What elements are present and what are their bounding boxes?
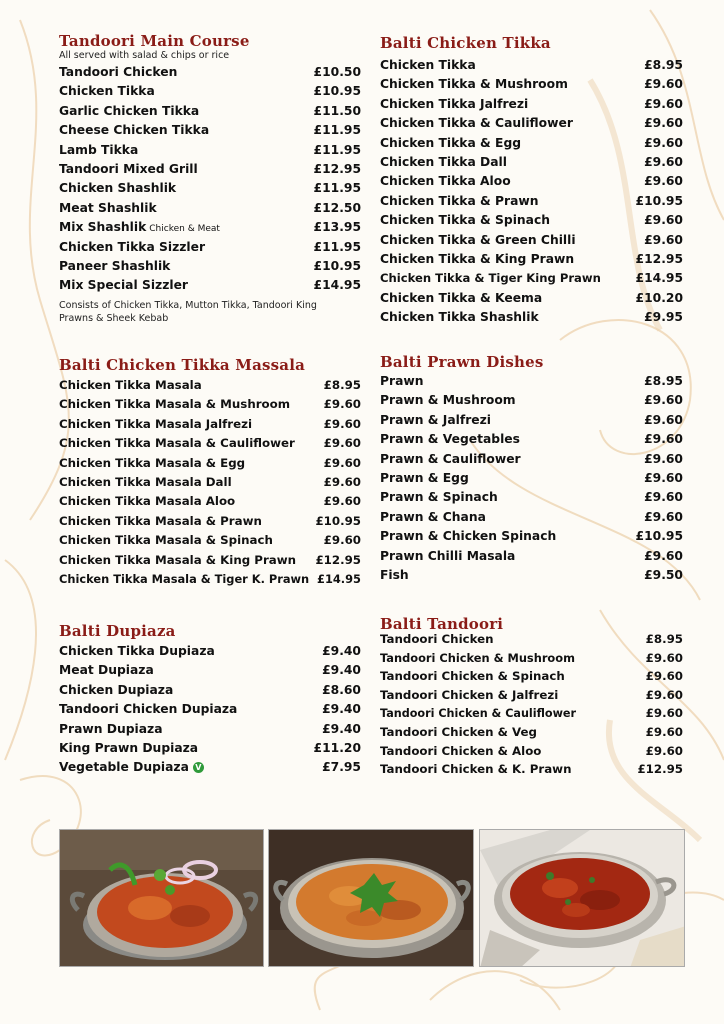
menu-item bbox=[59, 663, 361, 682]
item-name: Chicken Tikka Masala & King Prawn bbox=[59, 552, 297, 567]
item-name: Prawn & Egg bbox=[380, 470, 469, 485]
item-price: £12.95 bbox=[637, 762, 683, 777]
item-name: Chicken Tikka & Mushroom bbox=[380, 77, 568, 92]
item-price: £9.60 bbox=[645, 669, 683, 684]
menu-item bbox=[59, 514, 361, 533]
item-name: Chicken Tikka & Egg bbox=[380, 135, 522, 150]
section-title: Balti Dupiaza bbox=[59, 622, 176, 640]
item-name: Prawn Chilli Masala bbox=[380, 548, 516, 563]
menu-item bbox=[380, 252, 683, 271]
item-name: Tandoori Chicken bbox=[59, 65, 178, 79]
menu-item bbox=[380, 97, 683, 116]
item-name: Chicken Tikka Masala & Prawn bbox=[59, 513, 262, 528]
item-name: Prawn & Vegetables bbox=[380, 432, 520, 447]
item-price: £9.60 bbox=[644, 432, 683, 447]
item-name: Chicken Tikka bbox=[59, 84, 155, 99]
menu-item bbox=[380, 116, 683, 135]
item-price: £10.95 bbox=[313, 84, 361, 99]
item-price: £9.60 bbox=[644, 116, 683, 131]
item-name: Mix Shashlik bbox=[59, 220, 147, 235]
item-price: £9.40 bbox=[322, 702, 361, 717]
item-price: £9.60 bbox=[644, 490, 683, 505]
section-title: Balti Prawn Dishes bbox=[380, 353, 544, 371]
item-name: Chicken Tikka Shashlik bbox=[380, 310, 539, 325]
item-price: £13.95 bbox=[313, 220, 361, 235]
menu-item bbox=[59, 760, 361, 779]
section-subtitle: All served with salad & chips or rice bbox=[59, 50, 230, 61]
menu-item bbox=[59, 436, 361, 455]
menu-item bbox=[380, 291, 683, 310]
menu-item bbox=[380, 632, 683, 651]
item-price: £9.60 bbox=[644, 77, 683, 92]
item-price: £9.60 bbox=[644, 509, 683, 524]
menu-item bbox=[380, 452, 683, 471]
item-price: £9.60 bbox=[323, 474, 361, 489]
item-name: Chicken Tikka Masala & Cauliflower bbox=[59, 436, 295, 451]
item-name: Tandoori Chicken & Spinach bbox=[380, 669, 565, 684]
item-name: Chicken Tikka & King Prawn bbox=[380, 251, 575, 266]
section-tandoori-main-course bbox=[59, 32, 361, 325]
menu-item bbox=[380, 669, 683, 688]
item-name: Tandoori Chicken & Aloo bbox=[380, 743, 542, 758]
item-name: Tandoori Chicken bbox=[380, 632, 494, 646]
menu-item bbox=[59, 65, 361, 84]
menu-item bbox=[59, 201, 361, 220]
item-price: £8.95 bbox=[323, 378, 361, 392]
menu-item bbox=[380, 77, 683, 96]
menu-item bbox=[59, 475, 361, 494]
item-note: Chicken & Meat bbox=[149, 224, 220, 235]
item-price: £9.60 bbox=[323, 533, 361, 548]
menu-item bbox=[380, 529, 683, 548]
item-name: Chicken Tikka Masala & Mushroom bbox=[59, 397, 291, 412]
menu-item bbox=[59, 278, 361, 297]
item-price: £14.95 bbox=[313, 278, 361, 293]
item-price: £12.95 bbox=[315, 552, 361, 567]
item-name: Chicken Tikka Masala Dall bbox=[59, 474, 232, 489]
menu-item bbox=[59, 259, 361, 278]
item-name: Prawn & Jalfrezi bbox=[380, 412, 491, 427]
item-name: Prawn bbox=[380, 374, 424, 388]
item-price: £9.60 bbox=[323, 436, 361, 451]
item-price: £10.95 bbox=[635, 529, 683, 544]
item-price: £9.60 bbox=[323, 494, 361, 509]
item-name: Prawn & Mushroom bbox=[380, 393, 516, 408]
menu-item bbox=[59, 417, 361, 436]
menu-item bbox=[380, 374, 683, 393]
menu-item bbox=[59, 722, 361, 741]
section-balti-tandoori bbox=[380, 616, 683, 781]
section-title: Tandoori Main Course bbox=[59, 32, 250, 50]
item-price: £11.50 bbox=[313, 103, 361, 118]
menu-item bbox=[59, 123, 361, 142]
item-price: £9.40 bbox=[322, 663, 361, 678]
item-price: £10.95 bbox=[313, 258, 361, 273]
menu-item bbox=[380, 688, 683, 707]
item-name: Tandoori Chicken & Cauliflower bbox=[380, 707, 577, 721]
item-name: Fish bbox=[380, 567, 409, 582]
item-price: £9.60 bbox=[644, 96, 683, 111]
item-name: Cheese Chicken Tikka bbox=[59, 123, 210, 138]
menu-item bbox=[380, 706, 683, 725]
item-price: £12.95 bbox=[313, 161, 361, 176]
item-price: £11.95 bbox=[313, 181, 361, 196]
menu-item bbox=[380, 471, 683, 490]
menu-item bbox=[380, 233, 683, 252]
section-balti-chicken-tikka-massala bbox=[59, 356, 361, 591]
menu-item bbox=[380, 490, 683, 509]
item-name: Chicken Shashlik bbox=[59, 181, 177, 196]
item-name: Lamb Tikka bbox=[59, 142, 139, 157]
item-price: £11.95 bbox=[313, 142, 361, 157]
item-name: Chicken Tikka Dupiaza bbox=[59, 644, 215, 658]
item-price: £9.60 bbox=[644, 470, 683, 485]
menu-item bbox=[59, 397, 361, 416]
item-name: Chicken Tikka Masala & Tiger K. Prawn bbox=[59, 571, 310, 586]
item-price: £9.60 bbox=[644, 135, 683, 150]
item-price: £9.60 bbox=[323, 416, 361, 431]
menu-item bbox=[59, 494, 361, 513]
item-price: £9.60 bbox=[323, 397, 361, 412]
item-name: Chicken Tikka Aloo bbox=[380, 174, 511, 189]
menu-item bbox=[380, 393, 683, 412]
menu-item bbox=[59, 741, 361, 760]
item-name: Chicken Tikka Masala Jalfrezi bbox=[59, 416, 253, 431]
menu-item bbox=[59, 702, 361, 721]
section-title: Balti Chicken Tikka bbox=[380, 34, 551, 52]
menu-item bbox=[380, 174, 683, 193]
item-name: Chicken Tikka Masala Aloo bbox=[59, 494, 236, 509]
item-name: Chicken Tikka Sizzler bbox=[59, 239, 206, 254]
food-photo-balti-left bbox=[59, 829, 264, 967]
menu-item bbox=[380, 194, 683, 213]
item-price: £8.60 bbox=[322, 682, 361, 697]
menu-item bbox=[59, 162, 361, 181]
item-name: Tandoori Chicken & Veg bbox=[380, 724, 537, 739]
menu-item bbox=[380, 413, 683, 432]
item-name: Paneer Shashlik bbox=[59, 258, 171, 273]
section-balti-dupiaza bbox=[59, 622, 361, 780]
item-price: £9.60 bbox=[644, 232, 683, 247]
item-price: £10.95 bbox=[635, 193, 683, 208]
menu-item bbox=[380, 155, 683, 174]
item-name: Chicken Tikka Jalfrezi bbox=[380, 96, 529, 111]
item-price: £9.60 bbox=[645, 706, 683, 721]
menu-item bbox=[59, 553, 361, 572]
item-price: £12.50 bbox=[313, 200, 361, 215]
item-price: £12.95 bbox=[635, 251, 683, 266]
item-name: Chicken Tikka & Prawn bbox=[380, 193, 539, 208]
item-description: Consists of Chicken Tikka, Mutton Tikka, Tandoori King Prawns & Sheek Kebab bbox=[59, 299, 317, 324]
item-name: Chicken Tikka & Spinach bbox=[380, 213, 551, 228]
food-photo-balti-right bbox=[479, 829, 685, 967]
menu-item bbox=[380, 432, 683, 451]
item-price: £8.95 bbox=[645, 632, 683, 646]
vegetarian-icon: V bbox=[193, 762, 204, 773]
item-price: £9.60 bbox=[323, 455, 361, 470]
menu-item bbox=[380, 58, 683, 77]
item-price: £7.95 bbox=[322, 760, 361, 775]
item-name: Vegetable Dupiaza bbox=[59, 760, 189, 775]
section-balti-prawn-dishes bbox=[380, 353, 683, 587]
item-name: Prawn & Chana bbox=[380, 509, 486, 524]
item-name: Chicken Dupiaza bbox=[59, 682, 174, 697]
item-price: £9.60 bbox=[645, 650, 683, 665]
item-name: Meat Dupiaza bbox=[59, 663, 154, 678]
item-name: Tandoori Chicken & K. Prawn bbox=[380, 762, 572, 777]
item-price: £9.60 bbox=[644, 393, 683, 408]
item-price: £9.50 bbox=[644, 567, 683, 582]
menu-item bbox=[380, 213, 683, 232]
item-name: Chicken Tikka Dall bbox=[380, 154, 507, 169]
item-name: Chicken Tikka bbox=[380, 58, 476, 72]
item-price: £9.60 bbox=[645, 743, 683, 758]
menu-item bbox=[380, 510, 683, 529]
menu-item bbox=[380, 549, 683, 568]
item-price: £11.95 bbox=[313, 239, 361, 254]
menu-item bbox=[380, 568, 683, 587]
item-price: £9.60 bbox=[644, 548, 683, 563]
item-name: Chicken Tikka Masala bbox=[59, 378, 202, 392]
item-name: Prawn & Spinach bbox=[380, 490, 498, 505]
item-name: Tandoori Chicken & Jalfrezi bbox=[380, 687, 559, 702]
menu-item bbox=[59, 533, 361, 552]
item-price: £9.95 bbox=[644, 310, 683, 325]
item-name: Tandoori Mixed Grill bbox=[59, 161, 198, 176]
item-price: £14.95 bbox=[317, 571, 361, 586]
item-name: Tandoori Chicken Dupiaza bbox=[59, 702, 238, 717]
menu-item bbox=[380, 744, 683, 763]
item-price: £10.50 bbox=[313, 65, 361, 79]
menu-item bbox=[59, 84, 361, 103]
item-price: £10.95 bbox=[315, 513, 361, 528]
item-price: £9.60 bbox=[644, 213, 683, 228]
menu-item bbox=[59, 240, 361, 259]
item-name: Chicken Tikka Masala & Spinach bbox=[59, 533, 273, 548]
section-title: Balti Tandoori bbox=[380, 615, 504, 633]
section-balti-chicken-tikka bbox=[380, 34, 683, 329]
menu-item bbox=[380, 136, 683, 155]
food-photo-balti-center bbox=[268, 829, 474, 967]
item-name: Tandoori Chicken & Mushroom bbox=[380, 650, 575, 665]
menu-item bbox=[59, 143, 361, 162]
menu-item bbox=[59, 456, 361, 475]
menu-item bbox=[380, 310, 683, 329]
item-price: £9.60 bbox=[645, 724, 683, 739]
menu-item bbox=[59, 181, 361, 200]
menu-item bbox=[59, 572, 361, 591]
item-price: £9.60 bbox=[644, 451, 683, 466]
item-price: £9.40 bbox=[322, 721, 361, 736]
section-title: Balti Chicken Tikka Massala bbox=[59, 356, 306, 374]
item-price: £9.60 bbox=[644, 174, 683, 189]
menu-item bbox=[380, 271, 683, 290]
item-price: £9.60 bbox=[644, 412, 683, 427]
item-name: Prawn Dupiaza bbox=[59, 721, 163, 736]
item-name: Prawn & Cauliflower bbox=[380, 451, 521, 466]
item-name: Meat Shashlik bbox=[59, 200, 157, 215]
item-name: Chicken Tikka & Cauliflower bbox=[380, 116, 573, 131]
menu-item bbox=[59, 220, 361, 239]
item-name: Chicken Tikka & Green Chilli bbox=[380, 232, 576, 247]
item-name: Chicken Tikka & Keema bbox=[380, 290, 543, 305]
item-price: £11.95 bbox=[313, 123, 361, 138]
item-price: £14.95 bbox=[635, 271, 683, 286]
item-price: £8.95 bbox=[644, 58, 683, 72]
menu-item bbox=[59, 104, 361, 123]
item-name: Chicken Tikka Masala & Egg bbox=[59, 455, 246, 470]
item-price: £9.60 bbox=[645, 687, 683, 702]
item-name: Chicken Tikka & Tiger King Prawn bbox=[380, 271, 601, 286]
menu-item bbox=[59, 683, 361, 702]
item-price: £8.95 bbox=[644, 374, 683, 388]
item-name: Garlic Chicken Tikka bbox=[59, 103, 200, 118]
item-name: Prawn & Chicken Spinach bbox=[380, 529, 557, 544]
menu-item bbox=[380, 651, 683, 670]
item-price: £9.60 bbox=[644, 154, 683, 169]
item-price: £11.20 bbox=[313, 740, 361, 755]
item-name: King Prawn Dupiaza bbox=[59, 740, 199, 755]
item-name: Mix Special Sizzler bbox=[59, 278, 188, 293]
item-price: £10.20 bbox=[635, 290, 683, 305]
menu-item bbox=[59, 644, 361, 663]
menu-item bbox=[59, 378, 361, 397]
menu-item bbox=[380, 762, 683, 781]
item-price: £9.40 bbox=[322, 644, 361, 658]
menu-item bbox=[380, 725, 683, 744]
